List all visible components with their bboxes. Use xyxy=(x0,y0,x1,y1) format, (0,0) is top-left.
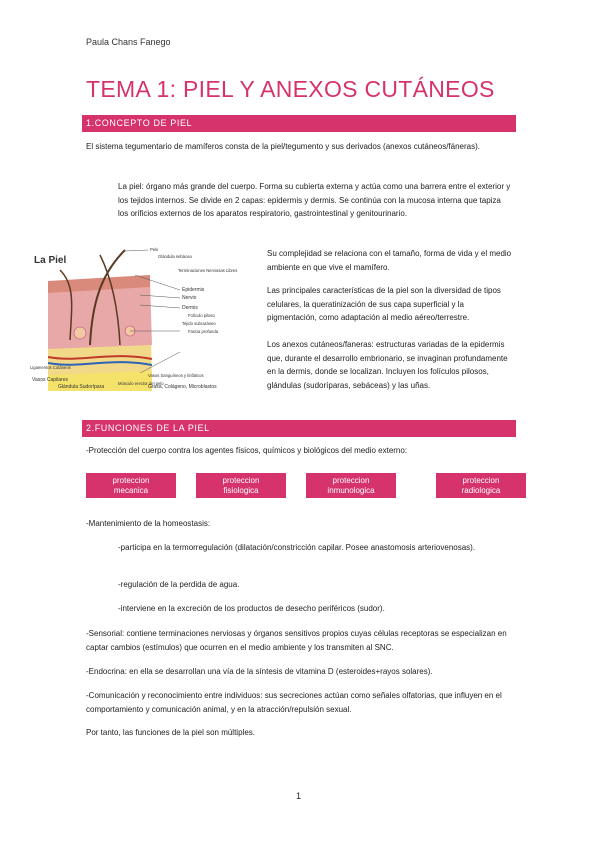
agua-paragraph: -regulación de la perdida de agua. xyxy=(118,580,240,589)
label-nervio: Nervio xyxy=(182,295,197,301)
proteccion-paragraph: -Protección del cuerpo contra los agentes físicos, químicos y biológicos del medio externo: xyxy=(86,446,408,455)
endocrina-paragraph: -Endocrina: en ella se desarrollan una vía de la síntesis de vitamina D (esteroides+rayos solares). xyxy=(86,667,433,676)
label-fascia: Fascia profunda xyxy=(188,329,219,334)
label-dermis: Dermis xyxy=(182,305,198,311)
label-vasos-capilares: Vasos Capilares xyxy=(32,377,69,383)
caracteristicas-paragraph: Las principales características de la piel son la diversidad de tipos celulares, la queratinización de sus capa superficial y la pigmentación, como adaptación al medio aéreo/terrestre. xyxy=(267,286,501,322)
comunicacion-paragraph: -Comunicación y reconocimiento entre individuos: sus secreciones actúan como señales olfatorias, que influyen en el comportamiento y comunicación animal, y en la atracción/repulsión sexual. xyxy=(86,691,502,714)
piel-paragraph: La piel: órgano más grande del cuerpo. Forma su cubierta externa y actúa como una barrera entre el exterior y los tejidos internos. Se divide en 2 capas: epidermis y dermis. Se continúa con la mucosa interna que tapiza los orificios externos de los aparatos respiratorio, gastrointestinal y genitourinario. xyxy=(118,182,511,218)
termorregulacion-paragraph: -participa en la termorregulación (dilatación/constricción capilar. Posee anastomosis arteriovenosas). xyxy=(118,543,476,552)
label-vasos-sanguineos: Vasos Sanguíneos y linfáticos xyxy=(148,373,204,378)
pill-radiologica: proteccion radiologica xyxy=(436,473,526,498)
label-subcutaneo: Tejido subcutáneo xyxy=(182,321,216,326)
pill-fisiologica: proteccion fisiologica xyxy=(196,473,286,498)
anexos-paragraph: Los anexos cutáneos/faneras: estructuras variadas de la epidermis que, durante el desarrollo embrionario, se invaginan profundamente en la dermis, donde se localizan. Incluyen los folículos pilosos, glándulas (sudoríparas, sebáceas) y las uñas. xyxy=(267,340,508,390)
skin-diagram-figure xyxy=(30,245,260,397)
pill-inmunologica: proteccion inmunologica xyxy=(306,473,396,498)
excrecion-paragraph: -interviene en la excreción de los productos de desecho periféricos (sudor). xyxy=(118,604,385,613)
label-pelo: Pelo xyxy=(150,247,159,252)
sensorial-paragraph: -Sensorial: contiene terminaciones nerviosas y órganos sensitivos propios cuyas células receptoras se especializan en captar cambios (estímulos) que ocurren en el medio ambiente y los transmiten al SNC. xyxy=(86,629,507,652)
conclusion-paragraph: Por tanto, las funciones de la piel son múltiples. xyxy=(86,728,255,737)
sweat-gland-shape xyxy=(74,327,86,339)
label-glandula-sudoripara: Glándula Sudorípara xyxy=(58,384,105,390)
label-foliculo: Folículo piloso xyxy=(188,313,215,318)
figure-title: La Piel xyxy=(34,255,67,266)
intro-paragraph: El sistema tegumentario de mamíferos consta de la piel/tegumento y sus derivados (anexos cutáneos/fáneras). xyxy=(86,142,480,151)
section-heading-concepto: 1.CONCEPTO DE PIEL xyxy=(82,115,516,132)
label-grasa: Grasa, Colágeno, Microblastos xyxy=(148,384,217,390)
complejidad-paragraph: Su complejidad se relaciona con el tamaño, forma de vida y el medio ambiente en que vive el mamífero. xyxy=(267,249,512,272)
label-epidermis: Epidermis xyxy=(182,287,205,293)
pill-mecanica: proteccion mecanica xyxy=(86,473,176,498)
label-ligamentos: Ligamentos Cutáneos xyxy=(30,365,71,370)
author-name: Paula Chans Fanego xyxy=(86,37,171,47)
label-sebaceas: Glándula sebácea xyxy=(158,254,192,259)
page-number: 1 xyxy=(296,791,302,801)
label-terminaciones: Terminaciones Nerviosas Libres xyxy=(178,268,238,273)
homeostasis-paragraph: -Mantenimiento de la homeostasis: xyxy=(86,519,211,528)
page-title: TEMA 1: PIEL Y ANEXOS CUTÁNEOS xyxy=(86,76,495,102)
section-heading-funciones: 2.FUNCIONES DE LA PIEL xyxy=(82,420,516,437)
label-musculo: Músculo erector del pelo xyxy=(118,381,164,386)
